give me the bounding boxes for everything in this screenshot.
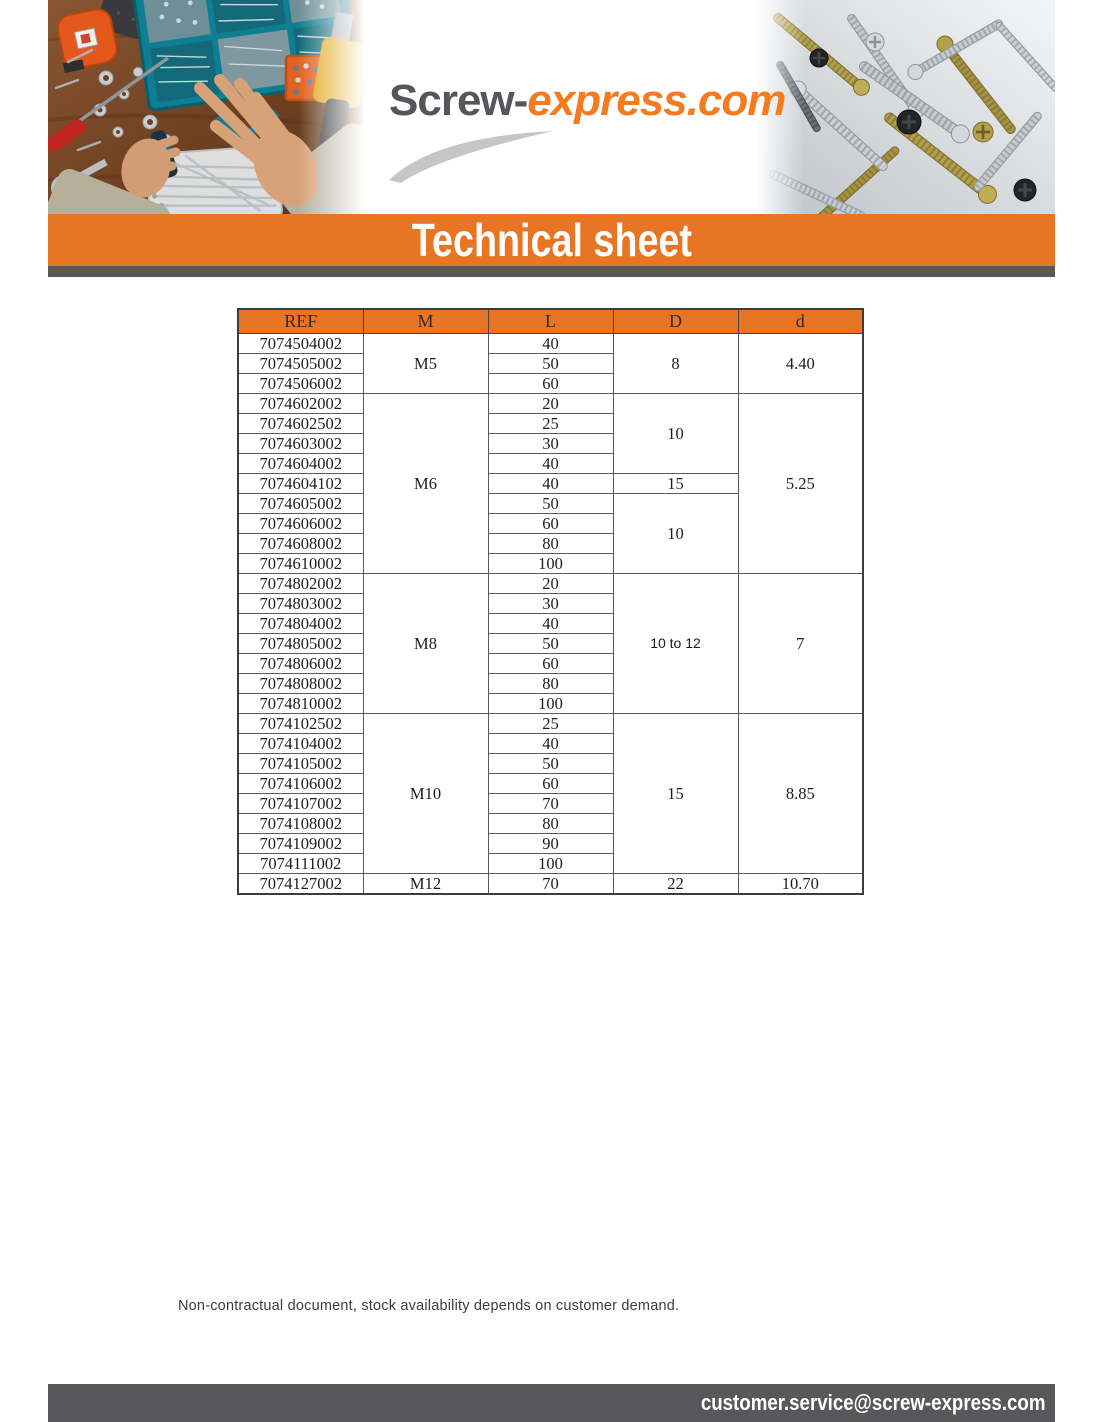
l-cell: 100 (488, 854, 613, 874)
D-cell: 10 (613, 494, 738, 574)
l-cell: 70 (488, 874, 613, 895)
ref-cell: 7074803002 (238, 594, 363, 614)
ref-cell: 7074610002 (238, 554, 363, 574)
logo-part-gray: Screw- (389, 76, 528, 125)
d-cell: 4.40 (738, 334, 863, 394)
ref-cell: 7074105002 (238, 754, 363, 774)
ref-cell: 7074605002 (238, 494, 363, 514)
ref-cell: 7074109002 (238, 834, 363, 854)
l-cell: 60 (488, 514, 613, 534)
ref-cell: 7074506002 (238, 374, 363, 394)
d-cell: 5.25 (738, 394, 863, 574)
ref-cell: 7074603002 (238, 434, 363, 454)
ref-cell: 7074806002 (238, 654, 363, 674)
contact-email: customer.service@screw-express.com (700, 1390, 1045, 1415)
l-cell: 30 (488, 594, 613, 614)
l-cell: 20 (488, 394, 613, 414)
l-cell: 40 (488, 614, 613, 634)
ref-cell: 7074802002 (238, 574, 363, 594)
footer-note: Non-contractual document, stock availability depends on customer demand. (178, 1297, 680, 1314)
ref-cell: 7074606002 (238, 514, 363, 534)
l-cell: 40 (488, 474, 613, 494)
ref-cell: 7074810002 (238, 694, 363, 714)
logo-part-orange: express.com (527, 76, 786, 125)
l-cell: 25 (488, 714, 613, 734)
table-header-row (238, 309, 863, 334)
ref-cell: 7074111002 (238, 854, 363, 874)
l-cell: 100 (488, 694, 613, 714)
page-title: Technical sheet (411, 214, 692, 266)
l-cell: 100 (488, 554, 613, 574)
m-cell: M10 (363, 714, 488, 874)
m-cell: M8 (363, 574, 488, 714)
l-cell: 40 (488, 454, 613, 474)
logo-area (365, 0, 786, 214)
ref-cell: 7074505002 (238, 354, 363, 374)
ref-cell: 7074602502 (238, 414, 363, 434)
d-cell: 8.85 (738, 714, 863, 874)
ref-cell: 7074805002 (238, 634, 363, 654)
ref-cell: 7074104002 (238, 734, 363, 754)
ref-cell: 7074102502 (238, 714, 363, 734)
ref-cell: 7074604102 (238, 474, 363, 494)
l-cell: 50 (488, 754, 613, 774)
l-cell: 80 (488, 814, 613, 834)
ref-cell: 7074602002 (238, 394, 363, 414)
ref-cell: 7074107002 (238, 794, 363, 814)
l-cell: 50 (488, 494, 613, 514)
l-cell: 50 (488, 354, 613, 374)
D-cell: 10 (613, 394, 738, 474)
col-header-m: M (363, 309, 488, 334)
l-cell: 20 (488, 574, 613, 594)
l-cell: 80 (488, 674, 613, 694)
logo-swoosh-icon (385, 128, 560, 183)
col-header-ref: REF (238, 309, 363, 334)
ref-cell: 7074804002 (238, 614, 363, 634)
title-banner (48, 214, 1055, 266)
ref-cell: 7074808002 (238, 674, 363, 694)
l-cell: 70 (488, 794, 613, 814)
banner-underline (48, 266, 1055, 277)
col-header-d: d (738, 309, 863, 334)
ref-cell: 7074108002 (238, 814, 363, 834)
left-header-photo (48, 0, 365, 214)
ref-cell: 7074127002 (238, 874, 363, 895)
d-cell: 10.70 (738, 874, 863, 895)
l-cell: 60 (488, 774, 613, 794)
l-cell: 90 (488, 834, 613, 854)
ref-cell: 7074106002 (238, 774, 363, 794)
D-cell: 15 (613, 474, 738, 494)
D-cell: 15 (613, 714, 738, 874)
technical-table (237, 308, 864, 895)
l-cell: 40 (488, 334, 613, 354)
l-cell: 40 (488, 734, 613, 754)
col-header-l: L (488, 309, 613, 334)
l-cell: 60 (488, 374, 613, 394)
col-header-D: D (613, 309, 738, 334)
ref-cell: 7074608002 (238, 534, 363, 554)
D-cell: 22 (613, 874, 738, 895)
table-row (238, 394, 863, 414)
m-cell: M5 (363, 334, 488, 394)
table-row (238, 874, 863, 895)
l-cell: 25 (488, 414, 613, 434)
logo-text (389, 76, 785, 126)
l-cell: 50 (488, 634, 613, 654)
D-cell: 10 to 12 (613, 574, 738, 714)
m-cell: M12 (363, 874, 488, 895)
table-row (238, 334, 863, 354)
l-cell: 60 (488, 654, 613, 674)
ref-cell: 7074504002 (238, 334, 363, 354)
ref-cell: 7074604002 (238, 454, 363, 474)
bottom-bar (48, 1384, 1055, 1422)
m-cell: M6 (363, 394, 488, 574)
l-cell: 30 (488, 434, 613, 454)
D-cell: 8 (613, 334, 738, 394)
d-cell: 7 (738, 574, 863, 714)
header (48, 0, 1055, 214)
table-row (238, 714, 863, 734)
l-cell: 80 (488, 534, 613, 554)
table-row (238, 574, 863, 594)
right-header-photo (757, 0, 1055, 214)
